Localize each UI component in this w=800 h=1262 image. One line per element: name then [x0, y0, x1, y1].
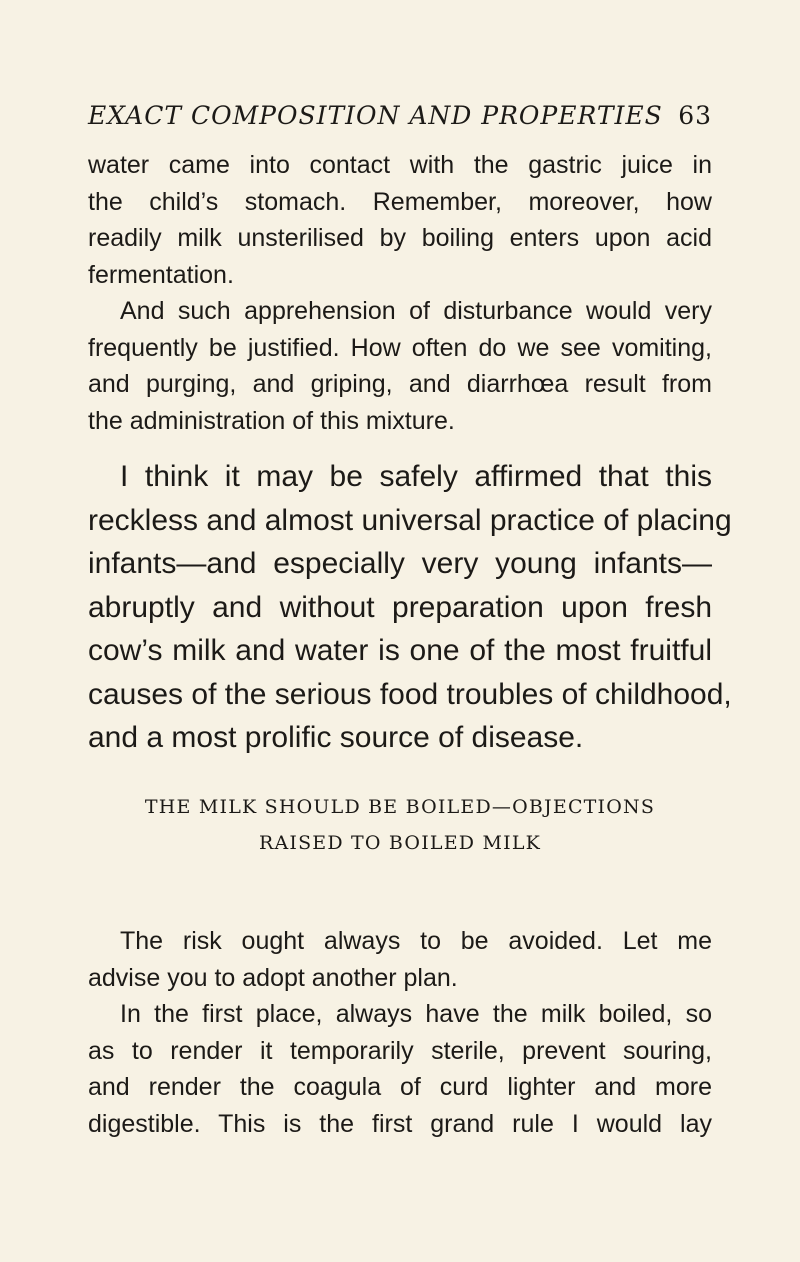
text-line: frequently be justified. How often do we see vomiting,	[88, 333, 712, 362]
text-line: fermentation.	[88, 260, 234, 289]
text-line: causes of the serious food troubles of childhood,	[88, 677, 732, 711]
section-heading-line: THE MILK SHOULD BE BOILED—OBJECTIONS	[144, 796, 656, 818]
paragraph-2	[88, 293, 712, 439]
section-heading-line: RAISED TO BOILED MILK	[258, 832, 542, 854]
section-heading	[88, 789, 712, 861]
paragraph-4	[88, 923, 712, 996]
text-line: I think it may be safely affirmed that this	[120, 460, 712, 493]
text-line: and a most prolific source of disease.	[88, 721, 584, 754]
text-line: and render the coagula of curd lighter and more	[88, 1073, 712, 1101]
text-line: In the first place, always have the milk boiled, so	[120, 1000, 712, 1028]
text-line: abruptly and without preparation upon fresh	[88, 590, 712, 624]
text-line: The risk ought always to be avoided. Let me	[120, 927, 712, 955]
running-head	[88, 96, 712, 136]
text-line: digestible. This is the first grand rule I would lay	[88, 1109, 712, 1138]
text-line: infants—and especially very young infants—	[88, 547, 712, 580]
text-line: as to render it temporarily sterile, prevent souring,	[88, 1036, 712, 1065]
paragraph-1	[88, 147, 712, 293]
running-head-title: EXACT COMPOSITION AND PROPERTIES	[88, 101, 663, 130]
paragraph-3	[88, 455, 732, 760]
text-line: water came into contact with the gastric juice in	[88, 151, 712, 179]
text-line: the child’s stomach. Remember, moreover, how	[88, 187, 712, 216]
text-line: readily milk unsterilised by boiling enters upon acid	[88, 224, 712, 252]
text-line: cow’s milk and water is one of the most fruitful	[88, 634, 712, 667]
text-block-upper	[88, 147, 712, 439]
page-number: 63	[678, 101, 712, 130]
text-line: reckless and almost universal practice of placing	[88, 503, 732, 537]
paragraph-5	[88, 996, 712, 1142]
text-line: and purging, and griping, and diarrhœa result from	[88, 370, 712, 398]
text-line: advise you to adopt another plan.	[88, 963, 458, 992]
text-block-lower	[88, 923, 712, 1142]
text-line: And such apprehension of disturbance would very	[120, 297, 712, 325]
text-line: the administration of this mixture.	[88, 406, 455, 435]
